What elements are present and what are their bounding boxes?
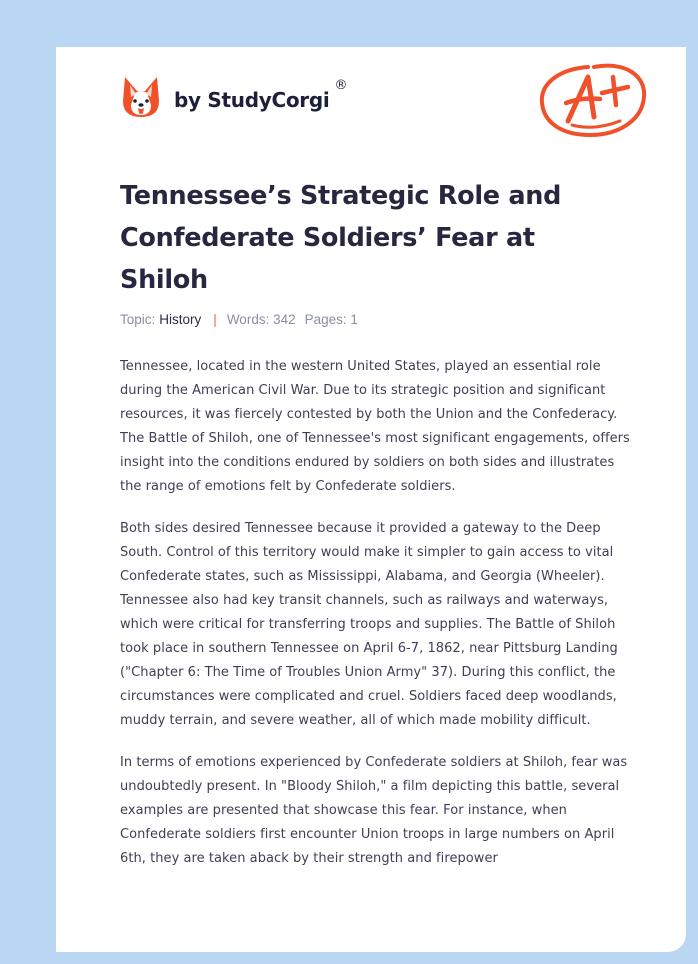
article-title: Tennessee’s Strategic Role and Confederate Soldiers’ Fear at Shiloh bbox=[120, 181, 562, 295]
a-plus-grade-icon bbox=[538, 59, 650, 143]
topic-link[interactable]: History bbox=[159, 312, 202, 327]
page-count: Pages: 1 bbox=[304, 312, 358, 327]
article-meta bbox=[120, 312, 358, 327]
meta-separator: | bbox=[213, 312, 217, 327]
article-body bbox=[120, 355, 630, 889]
article-card bbox=[56, 47, 686, 952]
brand-name: by StudyCorgi bbox=[174, 88, 330, 112]
topic-label: Topic: bbox=[120, 312, 156, 327]
registered-mark: ® bbox=[334, 77, 348, 93]
paragraph: In terms of emotions experienced by Confederate soldiers at Shiloh, fear was undoubtedly present. In "Bloody Shiloh," a film depicting this battle, several examples are presented that showcase this fear. For instance, when Confederate soldiers first encounter Union troops in large numbers on April 6th, they are taken aback by their strength and firepower bbox=[120, 755, 628, 866]
word-count: Words: 342 bbox=[226, 312, 296, 327]
a-plus-grade-badge bbox=[538, 59, 650, 148]
paragraph: Tennessee, located in the western United States, played an essential role during the American Civil War. Due to its strategic position and significant resources, it was fiercely contested by both the Union and the Confederacy. The Battle of Shiloh, one of Tennessee's most significant engagements, offers insight into the conditions endured by soldiers on both sides and illustrates the range of emotions felt by Confederate soldiers. bbox=[120, 359, 630, 494]
corgi-logo-icon bbox=[121, 75, 161, 119]
studycorgi-logo[interactable] bbox=[121, 75, 347, 119]
paragraph: Both sides desired Tennessee because it provided a gateway to the Deep South. Control of this territory would make it simpler to gain access to vital Confederate states, such as Mississippi, Alabama, and Georgia (Wheeler). Tennessee also had key transit channels, such as railways and waterways, which were critical for transferring troops and supplies. The Battle of Shiloh took place in southern Tennessee on April 6-7, 1862, near Pittsburg Landing ("Chapter 6: The Time of Troubles Union Army" 37). During this conflict, the circumstances were complicated and cruel. Soldiers faced deep woodlands, muddy terrain, and severe weather, all of which made mobility difficult. bbox=[120, 521, 618, 728]
